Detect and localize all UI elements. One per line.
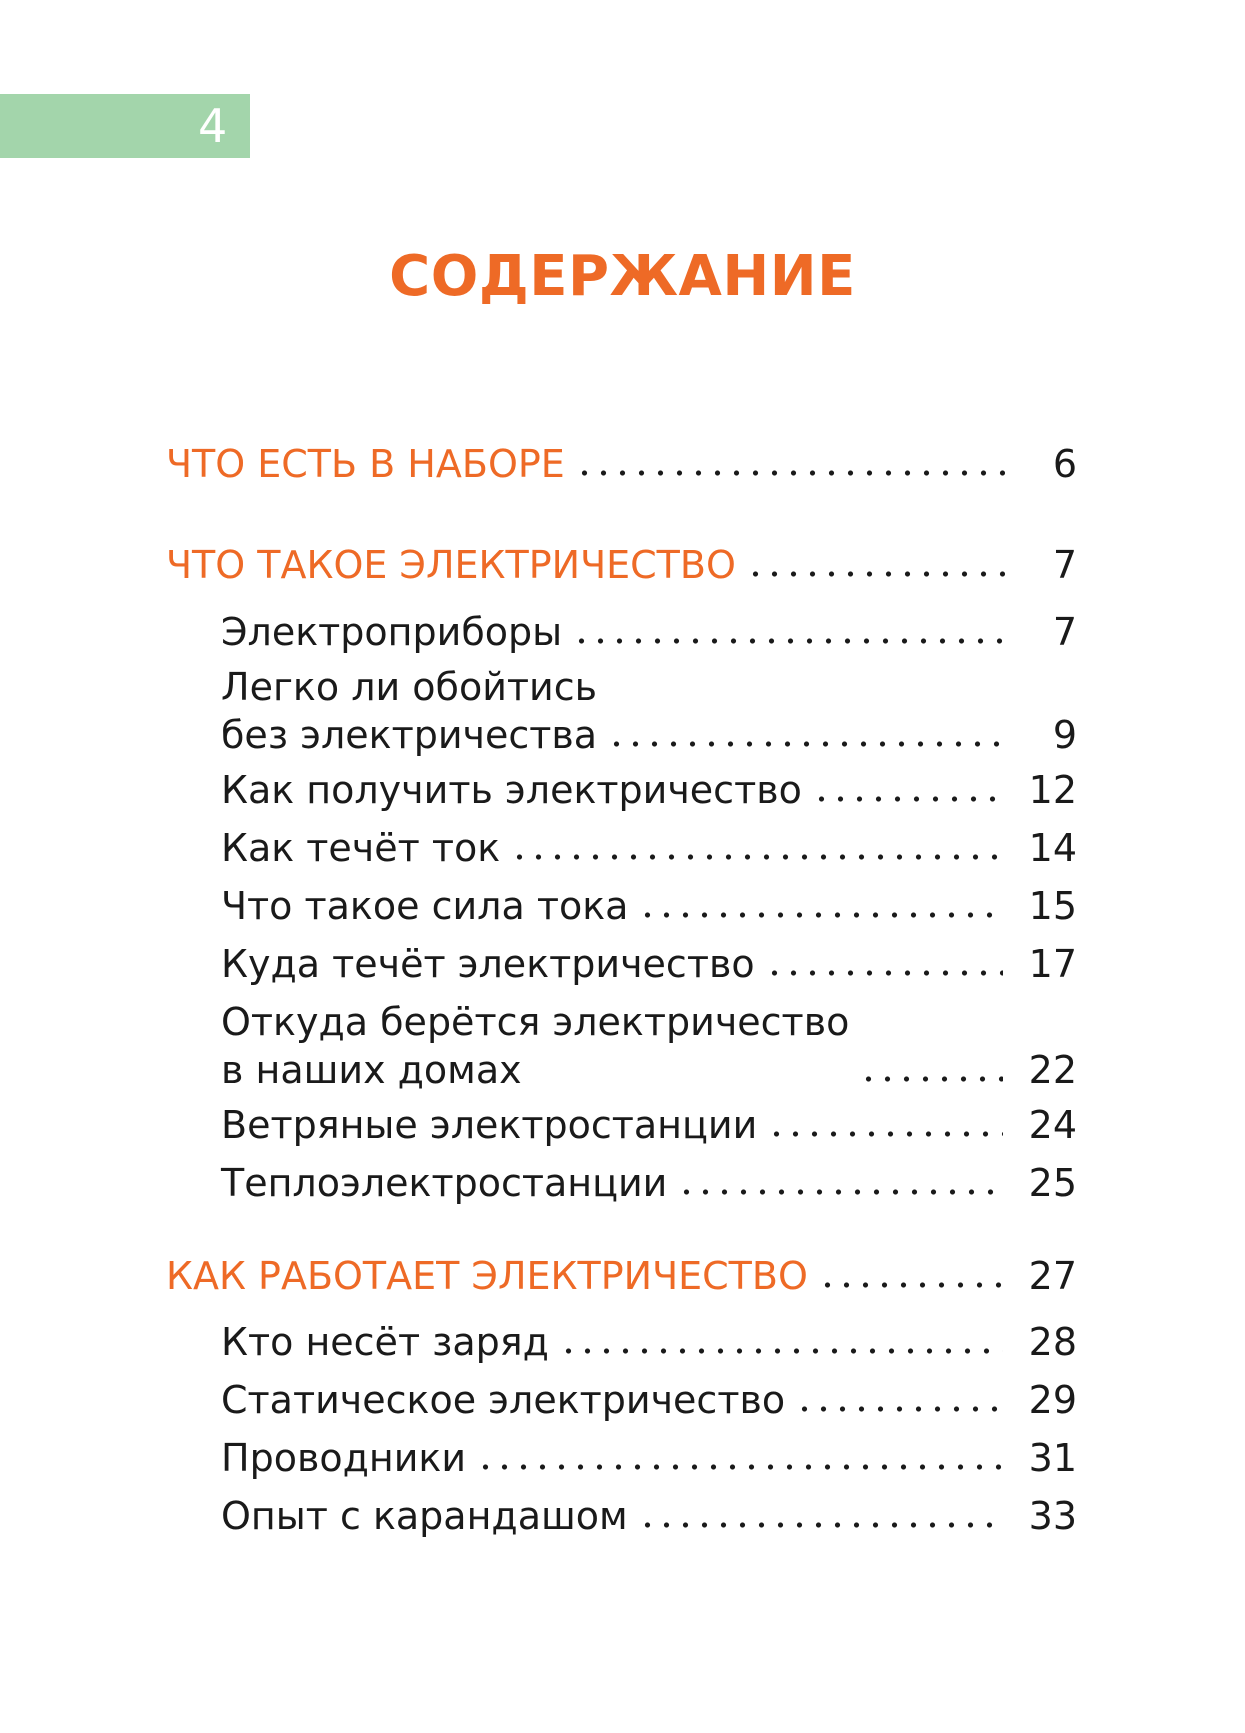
toc-entry-label: Опыт с карандашом [221, 1494, 628, 1538]
dot-leader [859, 1073, 1002, 1085]
toc-entry-page: 29 [1028, 1378, 1077, 1422]
toc-entry-label: Ветряные электростанции [221, 1103, 758, 1147]
toc-entry-label: Теплоэлектростанции [221, 1161, 668, 1205]
toc-entry-page: 27 [1028, 1254, 1077, 1298]
toc-entry-page: 9 [1052, 713, 1077, 757]
toc-entry-page: 25 [1028, 1161, 1077, 1205]
dot-leader [638, 1519, 1003, 1531]
toc-entry-label: Легко ли обойтись без электричества [221, 665, 598, 757]
toc-entry[interactable] [166, 440, 1077, 488]
toc-entry[interactable] [221, 882, 1077, 930]
toc-entry[interactable] [166, 1252, 1077, 1300]
dot-leader [559, 1345, 1003, 1357]
dot-leader [795, 1403, 1003, 1415]
toc-entry[interactable] [221, 663, 1077, 759]
toc-entry-label: Как течёт ток [221, 826, 501, 870]
toc-entry[interactable] [166, 541, 1077, 589]
toc-entry[interactable] [221, 766, 1077, 814]
toc-entry-page: 12 [1028, 768, 1077, 812]
toc-entry-page: 7 [1052, 543, 1077, 587]
toc-entry-label: Проводники [221, 1436, 467, 1480]
toc-entry-page: 31 [1028, 1436, 1077, 1480]
dot-leader [575, 467, 1005, 479]
dot-leader [607, 738, 1005, 750]
toc-entry-page: 7 [1052, 610, 1077, 654]
toc-entry-page: 22 [1028, 1048, 1077, 1092]
dot-leader [677, 1186, 1002, 1198]
dot-leader [638, 909, 1002, 921]
toc-entry-page: 24 [1028, 1103, 1077, 1147]
toc-entry-page: 28 [1028, 1320, 1077, 1364]
toc-entry-label: Что такое сила тока [221, 884, 629, 928]
dot-leader [510, 851, 1002, 863]
page-number: 4 [198, 99, 228, 153]
dot-leader [765, 967, 1003, 979]
toc-entry-page: 15 [1028, 884, 1077, 928]
toc-entry-label: ЧТО ТАКОЕ ЭЛЕКТРИЧЕСТВО [166, 543, 736, 587]
toc-entry[interactable] [221, 1318, 1077, 1366]
toc-entry-page: 33 [1028, 1494, 1077, 1538]
toc-entry[interactable] [221, 1492, 1077, 1540]
toc-entry[interactable] [221, 1101, 1077, 1149]
toc-entry[interactable] [221, 1434, 1077, 1482]
toc-entry[interactable] [221, 608, 1077, 656]
dot-leader [767, 1128, 1002, 1140]
toc-entry-page: 14 [1028, 826, 1077, 870]
dot-leader [572, 635, 1005, 647]
dot-leader [812, 793, 1003, 805]
toc-entry-label: Как получить электричество [221, 768, 802, 812]
dot-leader [746, 568, 1005, 580]
dot-leader [818, 1279, 1003, 1291]
page-title: СОДЕРЖАНИЕ [389, 244, 856, 309]
toc-entry-page: 17 [1028, 942, 1077, 986]
toc-entry-label: Статическое электричество [221, 1378, 786, 1422]
toc-entry-page: 6 [1052, 442, 1077, 486]
toc-entry[interactable] [221, 998, 1077, 1094]
toc-entry-label: Откуда берётся электричество в наших домах [221, 1000, 850, 1092]
toc-entry[interactable] [221, 1376, 1077, 1424]
toc-entry-label: Кто несёт заряд [221, 1320, 549, 1364]
dot-leader [476, 1461, 1003, 1473]
toc-entry[interactable] [221, 1159, 1077, 1207]
toc-entry-label: Куда течёт электричество [221, 942, 755, 986]
toc-entry-label: ЧТО ЕСТЬ В НАБОРЕ [166, 442, 565, 486]
toc-entry[interactable] [221, 940, 1077, 988]
toc-entry-label: Электроприборы [221, 610, 563, 654]
toc-entry-label: КАК РАБОТАЕТ ЭЛЕКТРИЧЕСТВО [166, 1254, 808, 1298]
toc-entry[interactable] [221, 824, 1077, 872]
